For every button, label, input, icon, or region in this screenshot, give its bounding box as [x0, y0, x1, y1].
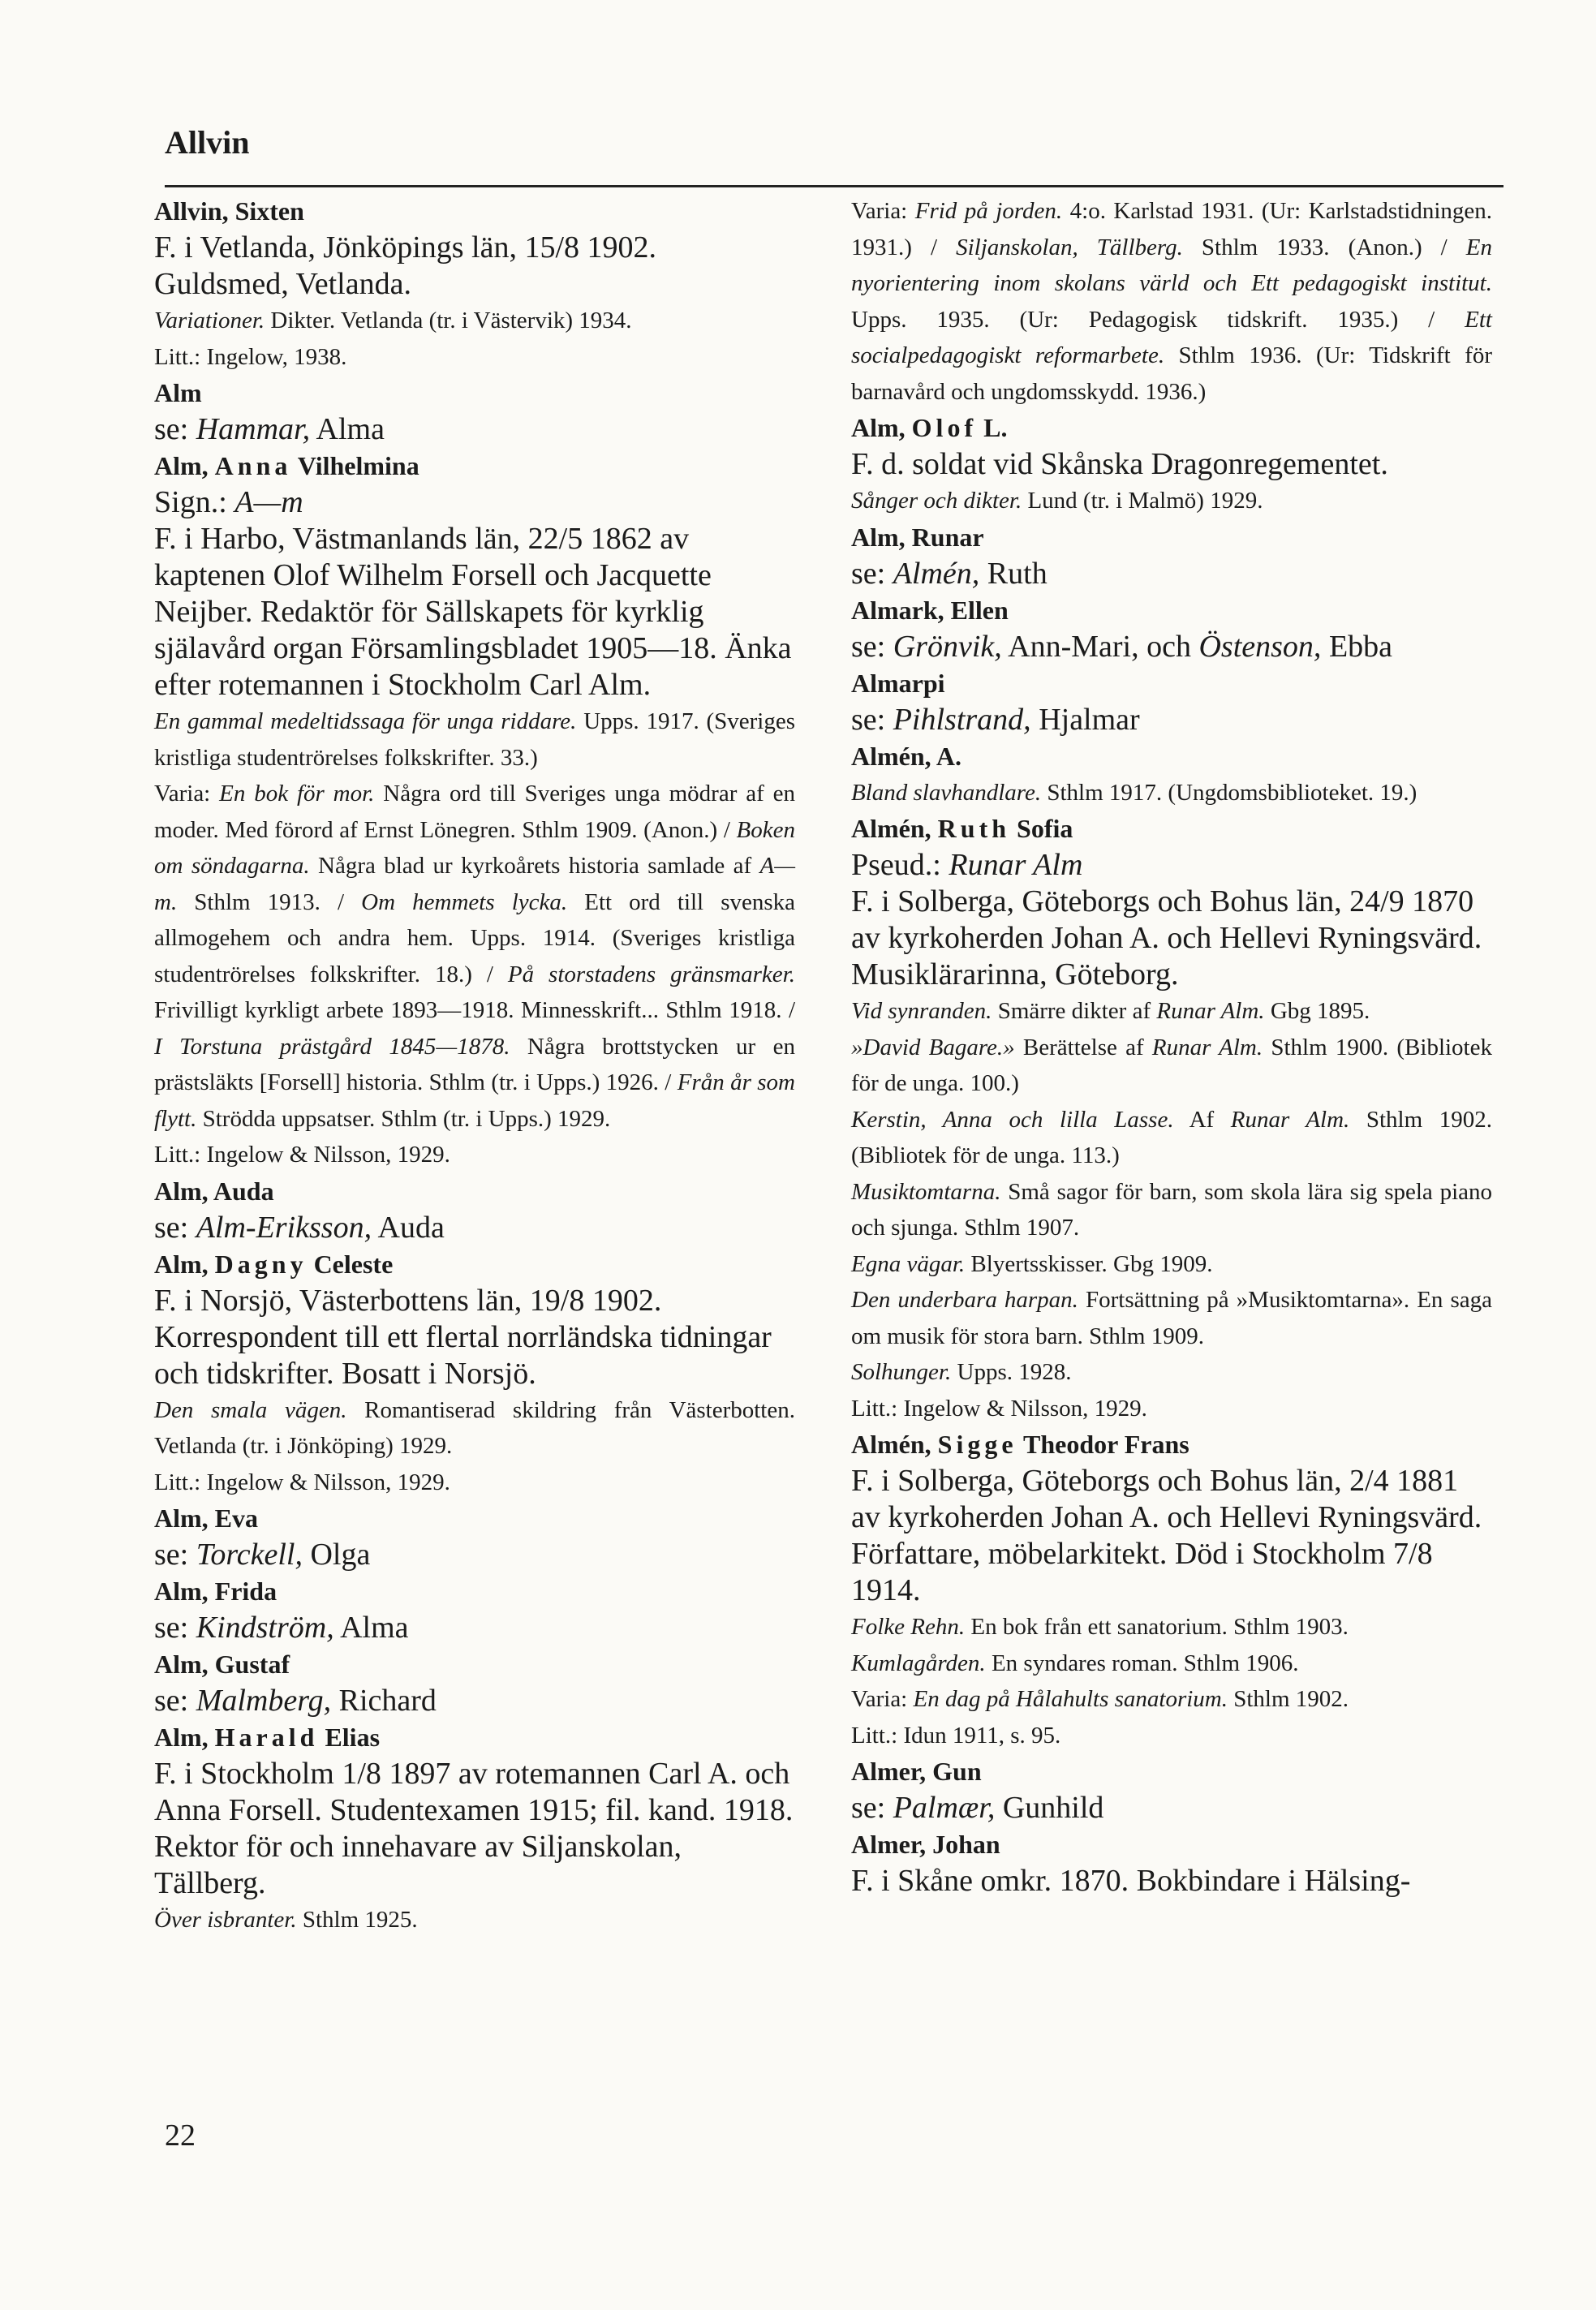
entry-almen-ruth: [851, 811, 1492, 1426]
entry-alm-dagny: [154, 1246, 795, 1501]
headword: Alm, Auda: [154, 1176, 274, 1206]
bibliography: Egna vägar. Blyertsskisser. Gbg 1909.: [851, 1250, 1213, 1277]
headword: Almer, Johan: [851, 1830, 1000, 1859]
headword: Almén, A.: [851, 741, 961, 771]
bibliography-varia: Varia: En bok för mor. Några ord till Sveriges unga mödrar af en moder. Med förord af Ernst Lönegren. Sthlm 1909. (Anon.) / Boken om söndagarna. Några blad ur kyrkoårets historia samlade af A—m. Sthlm 1913. / Om hemmets lycka. Ett ord till svenska allmogehem och andra hem. Upps. 1914. (Sveriges kristliga studentrörelses folkskrifter. 18.) / På storstadens gränsmarker. Frivilligt kyrkligt arbete 1893—1918. Minnesskrift... Sthlm 1918. / I Torstuna prästgård 1845—1878. Några brottstycken ur en prästsläkts [Forsell] historia. Sthlm (tr. i Upps.) 1926. / Från år som flytt. Strödda uppsatser. Sthlm (tr. i Upps.) 1929.: [154, 781, 796, 1132]
entry-allvin-sixten: [154, 193, 795, 375]
signature: Sign.: A—m: [154, 485, 303, 519]
see-reference: se: Kindström, Alma: [154, 1611, 409, 1645]
bibliography-varia: Varia: En dag på Hålahults sanatorium. Sthlm 1902.: [851, 1686, 1349, 1712]
bibliography: Sånger och dikter. Lund (tr. i Malmö) 1929.: [851, 488, 1263, 514]
biography: F. i Harbo, Västmanlands län, 22/5 1862 av kaptenen Olof Wilhelm Forsell och Jacquette Neijber. Redaktör för Sällskapets för kyrklig själavård organ Församlingsbladet 1905—18. Änka efter rotemannen i Stockholm Carl Alm.: [154, 522, 792, 702]
see-reference: se: Palmær, Gunhild: [851, 1791, 1104, 1825]
see-reference: se: Pihlstrand, Hjalmar: [851, 702, 1140, 737]
bibliography: En gammal medeltidssaga för unga riddare. Upps. 1917. (Sveriges kristliga studentrörelses folkskrifter. 33.): [154, 708, 795, 771]
literature: Litt.: Ingelow & Nilsson, 1929.: [851, 1395, 1147, 1422]
literature: Litt.: Ingelow & Nilsson, 1929.: [154, 1469, 450, 1495]
entry-alm-eva: [154, 1500, 795, 1573]
entry-alm-frida: [154, 1573, 795, 1646]
headword: Almén, Sigge Theodor Frans: [851, 1430, 1189, 1459]
see-reference: se: Torckell, Olga: [154, 1538, 371, 1572]
headword: Alm, Gustaf: [154, 1650, 290, 1679]
headword: Alm, Frida: [154, 1577, 277, 1606]
biography: F. i Solberga, Göteborgs och Bohus län, 2/4 1881 av kyrkoherden Johan A. och Hellevi Ryningsvärd. Författare, möbelarkitekt. Död i Stockholm 7/8 1914.: [851, 1464, 1482, 1607]
headword: Almark, Ellen: [851, 595, 1009, 625]
bibliography: Variationer. Dikter. Vetlanda (tr. i Västervik) 1934.: [154, 308, 632, 333]
entry-alm-harald: [154, 1719, 795, 1938]
see-reference: se: Almén, Ruth: [851, 556, 1048, 591]
entry-almarpi: [851, 665, 1492, 738]
see-reference: se: Alm-Eriksson, Auda: [154, 1210, 445, 1245]
headword: Alm, Anna Vilhelmina: [154, 451, 419, 480]
entry-alm: [154, 375, 795, 448]
bibliography: Kerstin, Anna och lilla Lasse. Af Runar Alm. Sthlm 1902. (Bibliotek för de unga. 113.): [851, 1106, 1493, 1168]
bibliography-continued: Varia: Frid på jorden. 4:o. Karlstad 1931. (Ur: Karlstadstidningen. 1931.) / Siljanskolan, Tällberg. Sthlm 1933. (Anon.) / En nyorientering inom skolans värld och Ett pedagogiskt institut. Upps. 1935. (Ur: Pedagogisk tidskrift. 1935.) / Ett socialpedagogiskt reformarbete. Sthlm 1936. (Ur: Tidskrift för barnavård och ungdomsskydd. 1936.): [851, 198, 1493, 405]
bibliography: Över isbranter. Sthlm 1925.: [154, 1907, 418, 1933]
see-reference: se: Hammar, Alma: [154, 412, 385, 446]
see-reference: se: Malmberg, Richard: [154, 1684, 437, 1718]
bibliography: Kumlagården. En syndares roman. Sthlm 1906.: [851, 1650, 1299, 1676]
biography: F. i Norsjö, Västerbottens län, 19/8 1902. Korrespondent till ett flertal norrländska tidningar och tidskrifter. Bosatt i Norsjö.: [154, 1283, 772, 1391]
page-number: 22: [165, 2119, 196, 2153]
pseudonym: Pseud.: Runar Alm: [851, 848, 1083, 882]
biography: F. i Skåne omkr. 1870. Bokbindare i Hälsing-: [851, 1864, 1411, 1898]
entry-almen-a: [851, 738, 1492, 811]
biography: F. d. soldat vid Skånska Dragonregementet.: [851, 447, 1388, 481]
headword: Alm, Dagny Celeste: [154, 1249, 394, 1279]
entry-alm-anna: [154, 448, 795, 1173]
entry-almer-johan: [851, 1826, 1492, 1899]
headword: Almarpi: [851, 668, 945, 698]
headword: Alm: [154, 378, 202, 407]
right-column: [851, 193, 1492, 1899]
see-reference: se: Grönvik, Ann-Mari, och Östenson, Ebba: [851, 629, 1393, 664]
literature: Litt.: Ingelow & Nilsson, 1929.: [154, 1142, 450, 1168]
biography: F. i Vetlanda, Jönköpings län, 15/8 1902. Guldsmed, Vetlanda.: [154, 230, 657, 301]
left-column: [154, 193, 795, 1938]
headword: Alm, Olof L.: [851, 413, 1008, 442]
bibliography: Den smala vägen. Romantiserad skildring från Västerbotten. Vetlanda (tr. i Jönköping) 1929.: [154, 1396, 795, 1459]
bibliography: Vid synranden. Smärre dikter af Runar Alm. Gbg 1895.: [851, 998, 1370, 1024]
bibliography: Den underbara harpan. Fortsättning på »Musiktomtarna». En saga om musik för stora barn. Sthlm 1909.: [851, 1287, 1492, 1349]
headword: Alm, Eva: [154, 1503, 258, 1533]
headword: Almén, Ruth Sofia: [851, 814, 1073, 843]
biography: F. i Solberga, Göteborgs och Bohus län, 24/9 1870 av kyrkoherden Johan A. och Hellevi Ryningsvärd. Musiklärarinna, Göteborg.: [851, 884, 1482, 992]
headword: Almer, Gun: [851, 1757, 982, 1786]
entry-alm-auda: [154, 1173, 795, 1246]
entry-alm-runar: [851, 519, 1492, 592]
bibliography: Bland slavhandlare. Sthlm 1917. (Ungdomsbiblioteket. 19.): [851, 779, 1417, 806]
literature: Litt.: Ingelow, 1938.: [154, 343, 347, 370]
bibliography: Solhunger. Upps. 1928.: [851, 1359, 1072, 1385]
headword: Allvin, Sixten: [154, 196, 304, 226]
headword: Alm, Runar: [851, 522, 984, 552]
biography: F. i Stockholm 1/8 1897 av rotemannen Carl A. och Anna Forsell. Studentexamen 1915; fil. kand. 1918. Rektor för och innehavare av Siljanskolan, Tällberg.: [154, 1757, 794, 1900]
running-head: Allvin: [165, 124, 250, 161]
bibliography: Folke Rehn. En bok från ett sanatorium. Sthlm 1903.: [851, 1614, 1349, 1640]
entry-almer-gun: [851, 1753, 1492, 1826]
bibliography: »David Bagare.» Berättelse af Runar Alm. Sthlm 1900. (Bibliotek för de unga. 100.): [851, 1034, 1492, 1096]
bibliography: Musiktomtarna. Små sagor för barn, som skola lära sig spela piano och sjunga. Sthlm 1907.: [851, 1178, 1492, 1241]
entry-almark-ellen: [851, 592, 1492, 665]
literature: Litt.: Idun 1911, s. 95.: [851, 1722, 1061, 1749]
entry-alm-olof: [851, 410, 1492, 519]
entry-alm-gustaf: [154, 1646, 795, 1719]
headword: Alm, Harald Elias: [154, 1723, 381, 1752]
entry-almen-sigge: [851, 1426, 1492, 1753]
header-rule: [165, 185, 1504, 187]
